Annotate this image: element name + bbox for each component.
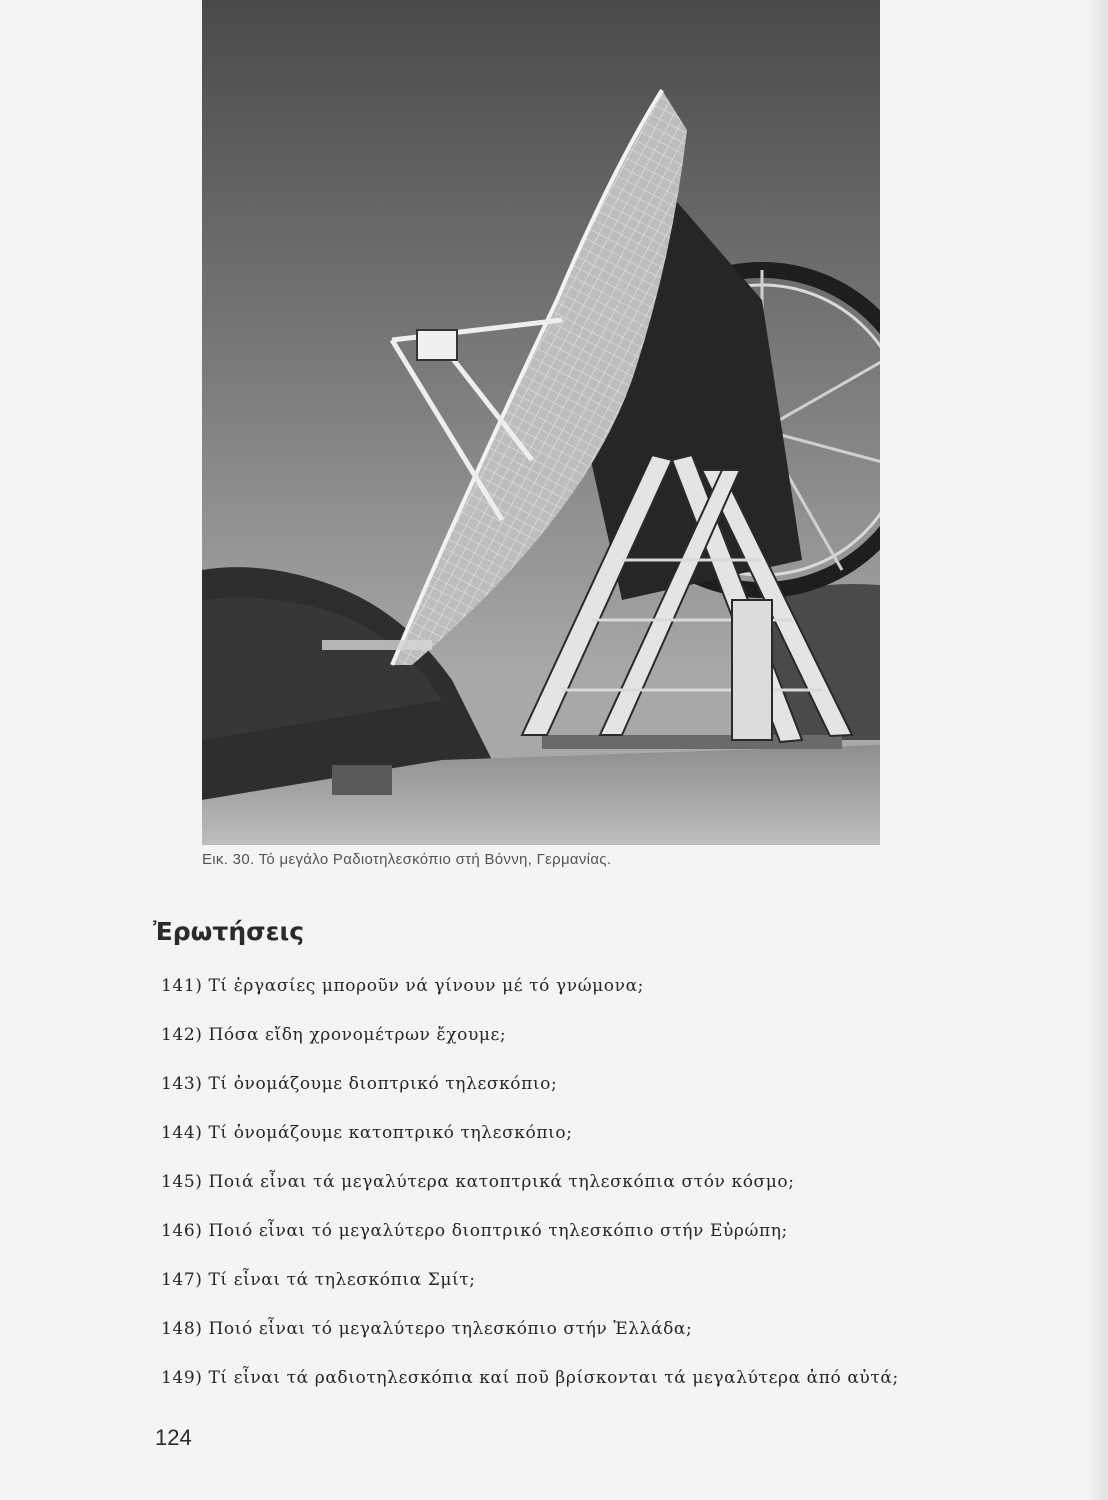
question-item: 149) Τί εἶναι τά ραδιοτηλεσκόπια καί ποῦ βρίσκονται τά μεγαλύτερα ἀπό αὐτά; <box>161 1368 899 1388</box>
question-item: 145) Ποιά εἶναι τά μεγαλύτερα κατοπτρικά τηλεσκόπια στόν κόσμο; <box>161 1172 795 1192</box>
radio-telescope-photo <box>202 0 880 845</box>
questions-heading: Ἐρωτήσεις <box>153 917 305 946</box>
page-edge-shadow <box>1086 0 1108 1500</box>
question-item: 148) Ποιό εἶναι τό μεγαλύτερο τηλεσκόπιο στήν Ἑλλάδα; <box>161 1319 693 1339</box>
question-item: 141) Τί ἐργασίες μποροῦν νά γίνουν μέ τό γνώμονα; <box>161 976 644 996</box>
figure-caption: Εικ. 30. Τό μεγάλο Ραδιοτηλεσκόπιο στή Βόννη, Γερμανίας. <box>202 851 612 868</box>
question-item: 146) Ποιό εἶναι τό μεγαλύτερο διοπτρικό τηλεσκόπιο στήν Εὐρώπη; <box>161 1221 788 1241</box>
question-item: 147) Τί εἶναι τά τηλεσκόπια Σμίτ; <box>161 1270 476 1290</box>
page-number: 124 <box>155 1425 192 1450</box>
questions-list <box>161 972 899 1413</box>
question-item: 144) Τί ὀνομάζουμε κατοπτρικό τηλεσκόπιο; <box>161 1123 573 1143</box>
question-item: 142) Πόσα εἴδη χρονομέτρων ἔχουμε; <box>161 1025 507 1045</box>
question-item: 143) Τί ὀνομάζουμε διοπτρικό τηλεσκόπιο; <box>161 1074 558 1094</box>
